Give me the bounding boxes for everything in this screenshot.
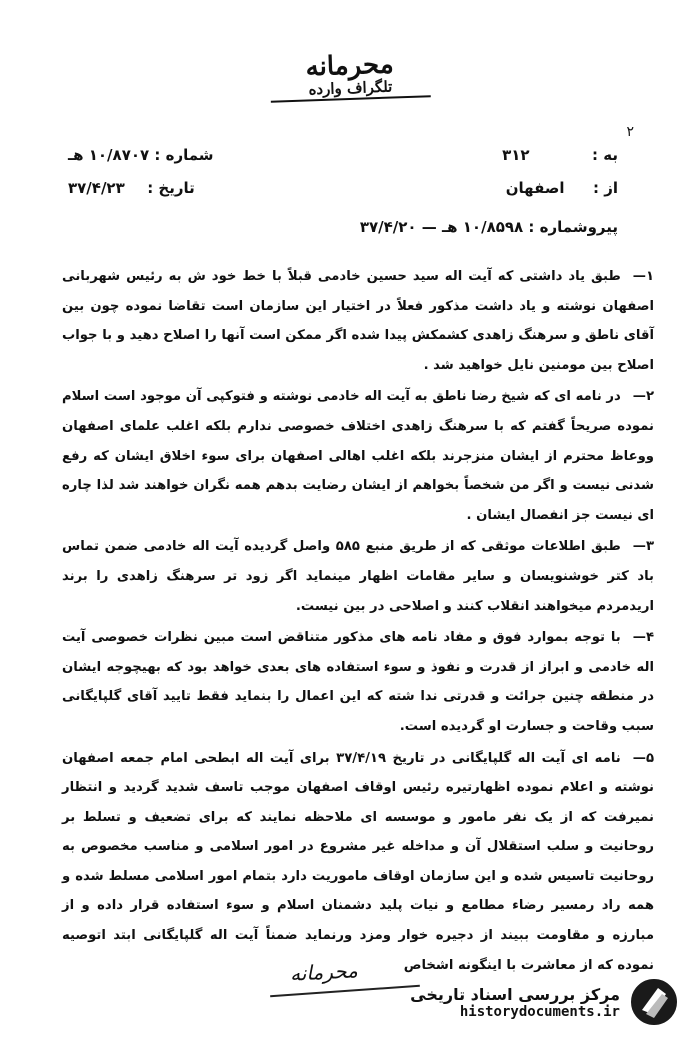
bottom-signature: محرمانه bbox=[289, 958, 359, 986]
to-line bbox=[502, 146, 618, 164]
page-mark: ۲ bbox=[626, 124, 634, 140]
number-label: شماره : bbox=[154, 146, 214, 164]
paragraph-number: ۲— bbox=[632, 389, 654, 405]
from-value: اصفهان bbox=[505, 179, 565, 197]
watermark-text bbox=[390, 985, 620, 1020]
paragraph-4 bbox=[62, 623, 654, 741]
paragraph-number: ۱— bbox=[632, 269, 654, 284]
date-line bbox=[68, 179, 195, 197]
paragraph-text: در نامه ای که شیخ رضا ناطق به آیت اله خادمی نوشته و فتوکپی آن موجود است اسلام نموده صریحاً گفتم که با سرهنگ زاهدی اختلاف خصوصی ندارم بلکه اغلب علمای اصفهان ووعاظ محترم از ایشان منزجرند بلکه اغلب اهالی اصفهان برای سوء اخلاق ایشان که رفع شدنی نیست و اگر من شخصاً بخواهم از ایشان رضایت بدهم همه نگران خواهند شد لذا چاره ای نیست جز انفصال ایشان . bbox=[62, 389, 654, 523]
stamp-classification: محرمانه bbox=[305, 49, 395, 83]
watermark-url: historydocuments.ir bbox=[459, 1003, 620, 1020]
number-value: ۱۰/۸۷۰۷ هـ bbox=[68, 146, 150, 164]
paragraph-2 bbox=[62, 382, 654, 530]
from-line bbox=[506, 179, 618, 197]
to-value: ۳۱۲ bbox=[502, 146, 530, 164]
to-label: به : bbox=[592, 146, 618, 164]
paragraph-number: ۴— bbox=[632, 630, 654, 646]
number-line bbox=[68, 146, 214, 164]
paragraph-number: ۳— bbox=[632, 539, 654, 555]
paragraph-5 bbox=[62, 744, 654, 981]
paragraph-text: با توجه بموارد فوق و مفاد نامه های مذکور متناقض است مبین نظرات خصوصی آیت اله خادمی و ابراز از قدرت و نفوذ و سوء استفاده های بعدی خواهد بود که بهیچوجه ایشان در منطقه چنین جرائت و قدرتی ندا شته که این اعمال را بنماید فقط تایید آقای گلپایگانی سبب وقاحت و جسارت او گردیده است. bbox=[62, 630, 654, 734]
followup-reference: پیروشماره : ۱۰/۸۵۹۸ هـ — ۳۷/۴/۲۰ bbox=[359, 218, 618, 236]
stamp-telegram-type: تلگراف وارده bbox=[270, 77, 431, 103]
paragraph-1 bbox=[62, 262, 654, 380]
paragraph-3 bbox=[62, 532, 654, 621]
archive-watermark bbox=[390, 970, 680, 1034]
paragraph-text: نامه ای آیت اله گلپایگانی در تاریخ ۳۷/۴/۱۹ برای آیت اله ابطحی امام جمعه اصفهان نوشته و اعلام نموده اظهارتیره رئیس اوقاف اصفهان موجب تاسف شدید گردید و انتظار نمیرفت که از یک نفر مامور و موسسه ای ملاحظه نمایند که برای تضعیف و تسلط بر روحانیت و سلب استقلال آن و مداخله غیر مشروع در امور اسلامی و مناسب مخصوص به روحانیت تاسیس شده و این سازمان اوقاف ماموریت دارد بتمام امور اسلامی مسلط شده و همه راد رمسیر رضاء مطامع و نیات پلید دشمنان اسلام و سوء استفاده قرار داده و از مبارزه و مقاومت ببیند از دجیره خوار ومزد ورنماید ضمناً آیت اله گلپایگانی ابتد اتوصیه نموده که از معاشرت با اینگونه اشخاص bbox=[62, 750, 654, 973]
classification-stamp bbox=[269, 49, 431, 103]
paragraph-text: طبق یاد داشتی که آیت اله سید حسین خادمی قبلاً با خط خود ش به رئیس شهربانی اصفهان نوشته و یاد داشت مذکور فعلاً در اختیار این سازمان است تقاضا نموده چون بین آقای ناطق و سرهنگ زاهدی کشمکش پیدا شده اگر ممکن است آنها را اصلاح دهید و با جواب اصلاح بین مومنین نایل خواهید شد . bbox=[62, 269, 654, 373]
date-label: تاریخ : bbox=[147, 179, 195, 197]
from-label: از : bbox=[593, 179, 618, 197]
date-value: ۳۷/۴/۲۳ bbox=[68, 179, 125, 197]
telegram-body bbox=[62, 262, 654, 982]
paragraph-number: ۵— bbox=[632, 750, 654, 766]
paragraph-text: طبق اطلاعات موثقی که از طریق منبع ۵۸۵ واصل گردیده آیت اله خادمی ضمن تماس باد کتر خوشنویسان و سایر مقامات اظهار مینماید اگر زود تر سرهنگ زاهدی را برند اریدمردم میخواهند انقلاب کنند و اصلاحی در بین نیست. bbox=[62, 539, 654, 614]
watermark-org-name: مرکز بررسی اسناد تاریخی bbox=[410, 984, 620, 1004]
archive-logo-icon bbox=[628, 976, 680, 1028]
